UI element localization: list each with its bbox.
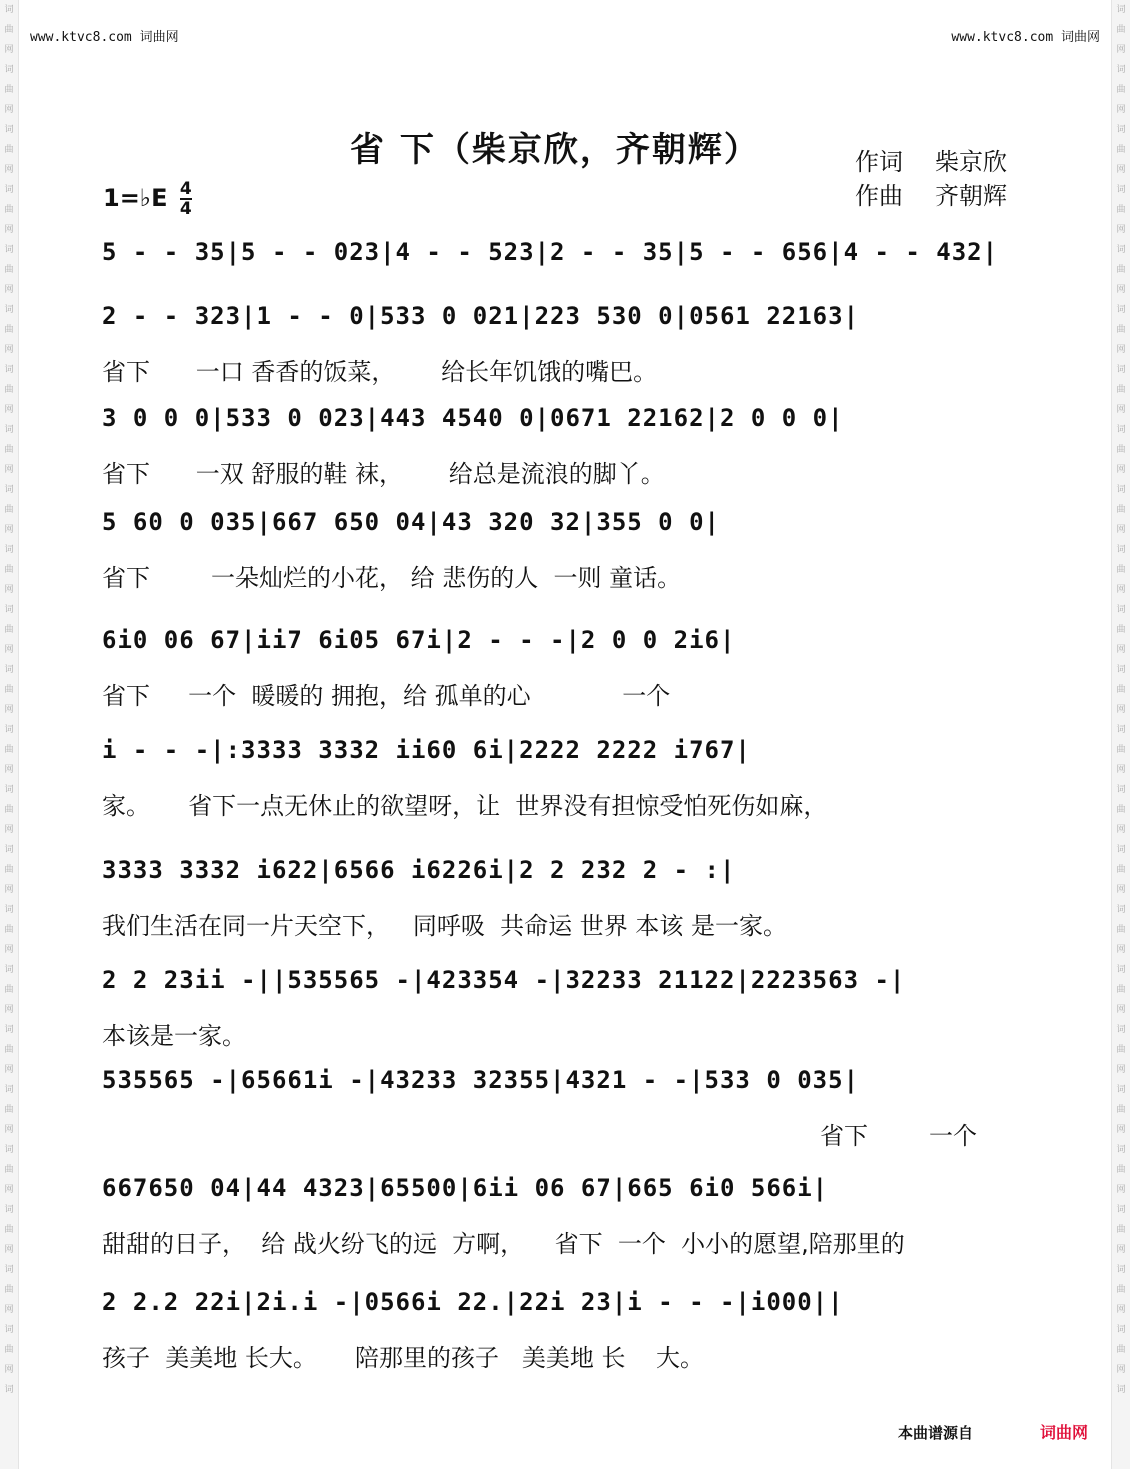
side-watermark-glyph: 曲: [4, 1225, 14, 1235]
side-watermark-glyph: 词: [1116, 1085, 1126, 1095]
side-watermark-glyph: 词: [4, 965, 14, 975]
side-watermark-glyph: 网: [1116, 165, 1126, 175]
side-watermark-glyph: 词: [4, 605, 14, 615]
side-watermark-glyph: 网: [1116, 465, 1126, 475]
side-watermark-glyph: 曲: [4, 625, 14, 635]
side-watermark-glyph: 词: [4, 1085, 14, 1095]
side-watermark-glyph: 曲: [1116, 625, 1126, 635]
notation-line-9: 535565 -|65661i -|43233 32355|4321 - -|533 0 035|: [102, 1066, 860, 1094]
composer-label: 作曲: [855, 182, 903, 210]
side-watermark-glyph: 曲: [1116, 25, 1126, 35]
side-watermark-glyph: 曲: [4, 325, 14, 335]
side-watermark-glyph: 词: [1116, 545, 1126, 555]
side-watermark-glyph: 词: [1116, 425, 1126, 435]
side-watermark-glyph: 网: [4, 825, 14, 835]
site-watermark-left: www.ktvc8.com 词曲网: [30, 30, 179, 45]
side-watermark-glyph: 词: [1116, 605, 1126, 615]
side-watermark-glyph: 曲: [4, 1285, 14, 1295]
side-watermark-glyph: 网: [4, 225, 14, 235]
side-watermark-glyph: 词: [4, 485, 14, 495]
notation-line-2: 2 - - 323|1 - - 0|533 0 021|223 530 0|0561 22163|: [102, 302, 860, 330]
side-watermark-glyph: 词: [1116, 1325, 1126, 1335]
side-watermark-glyph: 网: [1116, 765, 1126, 775]
composer-name: 齐朝辉: [935, 182, 1007, 210]
lyric-line-8: 省下 一个: [820, 1122, 978, 1150]
side-watermark-glyph: 曲: [4, 145, 14, 155]
side-watermark-glyph: 网: [1116, 105, 1126, 115]
side-watermark-glyph: 词: [1116, 1025, 1126, 1035]
notation-line-3: 3 0 0 0|533 0 023|443 4540 0|0671 22162|2 0 0 0|: [102, 404, 844, 432]
lyricist-label: 作词: [855, 148, 903, 176]
notation-line-10: 667650 04|44 4323|65500|6ii 06 67|665 6i0 566i|: [102, 1174, 829, 1202]
side-watermark-glyph: 词: [4, 65, 14, 75]
side-watermark-glyph: 网: [1116, 225, 1126, 235]
side-watermark-glyph: 曲: [1116, 85, 1126, 95]
side-watermark-glyph: 词: [4, 845, 14, 855]
side-watermark-glyph: 网: [4, 705, 14, 715]
side-watermark-glyph: 曲: [1116, 1105, 1126, 1115]
side-watermark-glyph: 曲: [4, 1045, 14, 1055]
side-watermark-glyph: 词: [1116, 725, 1126, 735]
side-watermark-glyph: 网: [1116, 1005, 1126, 1015]
side-watermark-glyph: 词: [1116, 5, 1126, 15]
side-watermark-glyph: 词: [1116, 365, 1126, 375]
notation-line-8: 2 2 23ii -||535565 -|423354 -|32233 21122|2223563 -|: [102, 966, 906, 994]
side-watermark-glyph: 曲: [4, 1345, 14, 1355]
side-watermark-glyph: 曲: [4, 745, 14, 755]
lyric-line-1: 省下 一口 香香的饭菜， 给长年饥饿的嘴巴。: [102, 358, 658, 386]
side-watermark-glyph: 曲: [4, 445, 14, 455]
notation-line-4: 5 60 0 035|667 650 04|43 320 32|355 0 0|: [102, 508, 720, 536]
side-watermark-glyph: 词: [1116, 1145, 1126, 1155]
side-watermark-glyph: 网: [4, 885, 14, 895]
side-watermark-glyph: 曲: [1116, 1045, 1126, 1055]
side-watermark-glyph: 网: [4, 765, 14, 775]
side-watermark-glyph: 曲: [4, 25, 14, 35]
lyric-line-2: 省下 一双 舒服的鞋 袜， 给总是流浪的脚丫。: [102, 460, 665, 488]
side-watermark-glyph: 词: [1116, 665, 1126, 675]
lyric-line-6: 我们生活在同一片天空下， 同呼吸 共命运 世界 本该 是一家。: [102, 912, 788, 940]
side-watermark-glyph: 曲: [1116, 985, 1126, 995]
side-watermark-glyph: 曲: [1116, 865, 1126, 875]
side-watermark-glyph: 词: [4, 545, 14, 555]
side-watermark-glyph: 网: [4, 645, 14, 655]
side-watermark-glyph: 曲: [4, 505, 14, 515]
side-watermark-glyph: 词: [1116, 1265, 1126, 1275]
lyric-line-3: 省下 一朵灿烂的小花， 给 悲伤的人 一则 童话。: [102, 564, 682, 592]
key-signature: [103, 180, 192, 218]
side-watermark-glyph: 曲: [1116, 505, 1126, 515]
side-watermark-glyph: 词: [1116, 245, 1126, 255]
side-watermark-glyph: 曲: [4, 565, 14, 575]
side-watermark-glyph: 词: [4, 1385, 14, 1395]
lyricist-credit: [855, 142, 1007, 177]
side-watermark-glyph: 曲: [1116, 745, 1126, 755]
side-watermark-glyph: 曲: [4, 1105, 14, 1115]
side-watermark-glyph: 曲: [4, 925, 14, 935]
side-watermark-glyph: 词: [1116, 1205, 1126, 1215]
time-top: 4: [179, 179, 192, 199]
notation-line-6: i - - -|:3333 3332 ii60 6i|2222 2222 i767|: [102, 736, 751, 764]
side-watermark-glyph: 词: [1116, 185, 1126, 195]
side-watermark-glyph: 词: [1116, 965, 1126, 975]
side-watermark-glyph: 网: [4, 405, 14, 415]
side-watermark-glyph: 曲: [4, 685, 14, 695]
side-watermark-glyph: 网: [1116, 1185, 1126, 1195]
side-watermark-glyph: 网: [1116, 945, 1126, 955]
side-watermark-glyph: 词: [4, 1205, 14, 1215]
side-watermark-glyph: 词: [4, 425, 14, 435]
side-watermark-glyph: 网: [4, 945, 14, 955]
side-watermark-glyph: 曲: [1116, 445, 1126, 455]
side-watermark-glyph: 词: [1116, 125, 1126, 135]
side-watermark-glyph: 网: [1116, 1065, 1126, 1075]
side-watermark-glyph: 网: [4, 165, 14, 175]
side-watermark-glyph: 网: [1116, 705, 1126, 715]
side-watermark-glyph: 网: [1116, 345, 1126, 355]
time-signature: [180, 180, 192, 218]
side-watermark-glyph: 网: [1116, 525, 1126, 535]
notation-line-7: 3333 3332 i622|6566 i6226i|2 2 232 2 - :|: [102, 856, 736, 884]
side-watermark-glyph: 曲: [4, 1165, 14, 1175]
right-watermark-strip: [1111, 0, 1130, 1469]
side-watermark-glyph: 词: [1116, 65, 1126, 75]
side-watermark-glyph: 词: [1116, 485, 1126, 495]
side-watermark-glyph: 曲: [1116, 1345, 1126, 1355]
side-watermark-glyph: 网: [1116, 825, 1126, 835]
side-watermark-glyph: 词: [1116, 905, 1126, 915]
side-watermark-glyph: 网: [4, 1005, 14, 1015]
source-note: 本曲谱源自: [898, 1424, 974, 1442]
notation-line-5: 6i0 06 67|ii7 6i05 67i|2 - - -|2 0 0 2i6|: [102, 626, 736, 654]
side-watermark-glyph: 词: [4, 905, 14, 915]
side-watermark-glyph: 词: [1116, 785, 1126, 795]
side-watermark-glyph: 曲: [4, 805, 14, 815]
side-watermark-glyph: 网: [1116, 1245, 1126, 1255]
key-text: 1=♭E: [103, 184, 168, 212]
brand-logo[interactable]: 词曲网: [1040, 1423, 1089, 1442]
side-watermark-glyph: 网: [4, 1185, 14, 1195]
side-watermark-glyph: 词: [4, 185, 14, 195]
side-watermark-glyph: 网: [4, 285, 14, 295]
side-watermark-glyph: 词: [1116, 1385, 1126, 1395]
side-watermark-glyph: 词: [4, 5, 14, 15]
side-watermark-glyph: 网: [4, 1245, 14, 1255]
side-watermark-glyph: 网: [1116, 1365, 1126, 1375]
side-watermark-glyph: 网: [4, 105, 14, 115]
lyricist-name: 柴京欣: [935, 148, 1007, 176]
side-watermark-glyph: 曲: [1116, 1225, 1126, 1235]
side-watermark-glyph: 网: [4, 1125, 14, 1135]
side-watermark-glyph: 曲: [4, 865, 14, 875]
side-watermark-glyph: 词: [4, 785, 14, 795]
side-watermark-glyph: 曲: [1116, 205, 1126, 215]
side-watermark-glyph: 网: [1116, 45, 1126, 55]
side-watermark-glyph: 曲: [1116, 1165, 1126, 1175]
side-watermark-glyph: 词: [4, 1325, 14, 1335]
composer-credit: [855, 176, 1007, 211]
side-watermark-glyph: 曲: [1116, 805, 1126, 815]
side-watermark-glyph: 词: [4, 725, 14, 735]
side-watermark-glyph: 网: [4, 465, 14, 475]
left-watermark-strip: [0, 0, 19, 1469]
side-watermark-glyph: 曲: [1116, 385, 1126, 395]
side-watermark-glyph: 曲: [1116, 565, 1126, 575]
lyric-line-7: 本该是一家。: [102, 1022, 246, 1050]
side-watermark-glyph: 词: [4, 125, 14, 135]
side-watermark-glyph: 词: [4, 365, 14, 375]
side-watermark-glyph: 词: [4, 1145, 14, 1155]
side-watermark-glyph: 曲: [4, 985, 14, 995]
lyric-line-4: 省下 一个 暖暖的 拥抱，给 孤单的心 一个: [102, 682, 671, 710]
side-watermark-glyph: 网: [1116, 285, 1126, 295]
side-watermark-glyph: 曲: [1116, 265, 1126, 275]
notation-line-11: 2 2.2 22i|2i.i -|0566i 22.|22i 23|i - - -|i000||: [102, 1288, 844, 1316]
notation-line-1: 5 - - 35|5 - - 023|4 - - 523|2 - - 35|5 - - 656|4 - - 432|: [102, 238, 999, 266]
side-watermark-glyph: 词: [4, 245, 14, 255]
time-bottom: 4: [179, 199, 192, 219]
side-watermark-glyph: 词: [4, 1265, 14, 1275]
lyric-line-5: 家。 省下一点无休止的欲望呀，让 世界没有担惊受怕死伤如麻，: [102, 792, 828, 820]
side-watermark-glyph: 曲: [4, 205, 14, 215]
side-watermark-glyph: 词: [1116, 305, 1126, 315]
side-watermark-glyph: 网: [1116, 585, 1126, 595]
side-watermark-glyph: 网: [4, 1365, 14, 1375]
side-watermark-glyph: 词: [4, 305, 14, 315]
side-watermark-glyph: 网: [4, 45, 14, 55]
side-watermark-glyph: 曲: [1116, 145, 1126, 155]
side-watermark-glyph: 网: [1116, 1125, 1126, 1135]
side-watermark-glyph: 曲: [4, 385, 14, 395]
side-watermark-glyph: 网: [4, 1065, 14, 1075]
song-title: 省 下（柴京欣，齐朝辉）: [350, 130, 760, 170]
side-watermark-glyph: 词: [1116, 845, 1126, 855]
side-watermark-glyph: 词: [4, 1025, 14, 1035]
site-watermark-right: www.ktvc8.com 词曲网: [951, 30, 1100, 45]
lyric-line-9: 甜甜的日子， 给 战火纷飞的远 方啊， 省下 一个 小小的愿望,陪那里的: [102, 1230, 905, 1258]
side-watermark-glyph: 网: [1116, 885, 1126, 895]
side-watermark-glyph: 网: [4, 525, 14, 535]
side-watermark-glyph: 曲: [1116, 685, 1126, 695]
side-watermark-glyph: 网: [4, 345, 14, 355]
side-watermark-glyph: 曲: [1116, 925, 1126, 935]
side-watermark-glyph: 网: [1116, 405, 1126, 415]
side-watermark-glyph: 词: [4, 665, 14, 675]
lyric-line-10: 孩子 美美地 长大。 陪那里的孩子 美美地 长 大。: [102, 1344, 705, 1372]
side-watermark-glyph: 网: [1116, 1305, 1126, 1315]
side-watermark-glyph: 曲: [4, 85, 14, 95]
side-watermark-glyph: 曲: [1116, 325, 1126, 335]
side-watermark-glyph: 曲: [1116, 1285, 1126, 1295]
side-watermark-glyph: 曲: [4, 265, 14, 275]
side-watermark-glyph: 网: [1116, 645, 1126, 655]
side-watermark-glyph: 网: [4, 585, 14, 595]
side-watermark-glyph: 网: [4, 1305, 14, 1315]
